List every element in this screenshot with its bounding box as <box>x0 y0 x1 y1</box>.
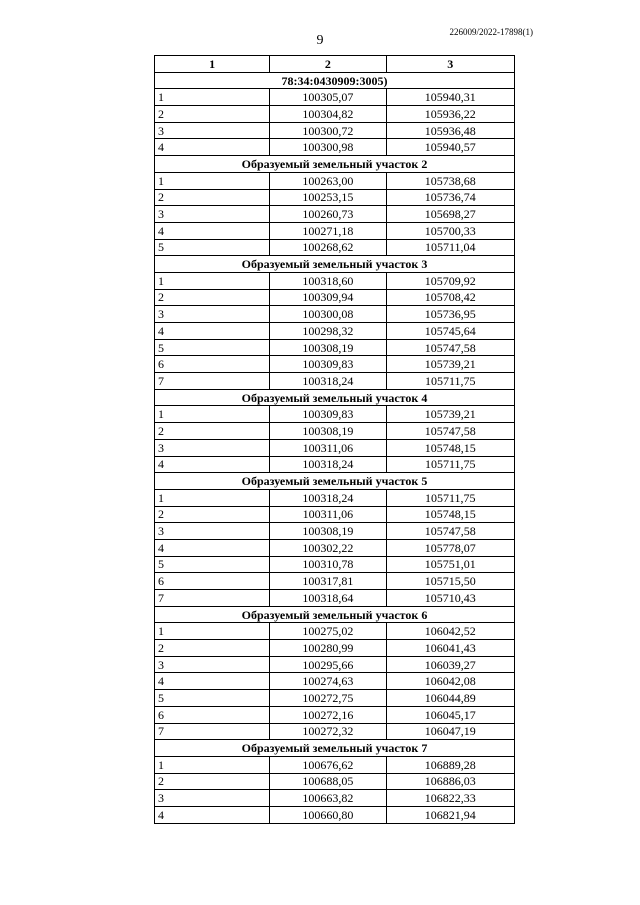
x-coordinate-cell: 100260,73 <box>270 206 386 223</box>
y-coordinate-cell: 105711,75 <box>386 456 514 473</box>
y-coordinate-cell: 106039,27 <box>386 656 514 673</box>
x-coordinate-cell: 100309,94 <box>270 289 386 306</box>
point-number-cell: 5 <box>155 339 270 356</box>
table-row <box>155 306 515 323</box>
point-number-cell: 5 <box>155 239 270 256</box>
x-coordinate-cell: 100308,19 <box>270 523 386 540</box>
x-coordinate-cell: 100302,22 <box>270 539 386 556</box>
section-title-row <box>155 72 515 89</box>
section-title: Образуемый земельный участок 6 <box>155 606 515 623</box>
x-coordinate-cell: 100263,00 <box>270 172 386 189</box>
point-number-cell: 4 <box>155 456 270 473</box>
section-title: Образуемый земельный участок 5 <box>155 473 515 490</box>
table-row <box>155 489 515 506</box>
table-row <box>155 790 515 807</box>
y-coordinate-cell: 105709,92 <box>386 272 514 289</box>
page-number: 9 <box>316 33 324 48</box>
x-coordinate-cell: 100660,80 <box>270 806 386 823</box>
table-row <box>155 623 515 640</box>
point-number-cell: 3 <box>155 790 270 807</box>
table-row <box>155 656 515 673</box>
x-coordinate-cell: 100304,82 <box>270 106 386 123</box>
y-coordinate-cell: 105748,15 <box>386 506 514 523</box>
point-number-cell: 4 <box>155 806 270 823</box>
x-coordinate-cell: 100311,06 <box>270 506 386 523</box>
point-number-cell: 3 <box>155 523 270 540</box>
y-coordinate-cell: 106822,33 <box>386 790 514 807</box>
y-coordinate-cell: 106047,19 <box>386 723 514 740</box>
point-number-cell: 7 <box>155 590 270 607</box>
point-number-cell: 1 <box>155 489 270 506</box>
table-row <box>155 539 515 556</box>
table-row <box>155 189 515 206</box>
y-coordinate-cell: 105698,27 <box>386 206 514 223</box>
point-number-cell: 2 <box>155 106 270 123</box>
y-coordinate-cell: 105747,58 <box>386 339 514 356</box>
table-row <box>155 773 515 790</box>
point-number-cell: 2 <box>155 289 270 306</box>
table-row <box>155 806 515 823</box>
section-title-row <box>155 740 515 757</box>
table-row <box>155 139 515 156</box>
y-coordinate-cell: 105738,68 <box>386 172 514 189</box>
y-coordinate-cell: 106042,08 <box>386 673 514 690</box>
point-number-cell: 7 <box>155 373 270 390</box>
y-coordinate-cell: 105715,50 <box>386 573 514 590</box>
table-row <box>155 573 515 590</box>
x-coordinate-cell: 100271,18 <box>270 222 386 239</box>
point-number-cell: 3 <box>155 656 270 673</box>
table-row <box>155 506 515 523</box>
point-number-cell: 3 <box>155 206 270 223</box>
table-row <box>155 222 515 239</box>
point-number-cell: 4 <box>155 222 270 239</box>
x-coordinate-cell: 100318,64 <box>270 590 386 607</box>
y-coordinate-cell: 105708,42 <box>386 289 514 306</box>
point-number-cell: 4 <box>155 323 270 340</box>
y-coordinate-cell: 106821,94 <box>386 806 514 823</box>
point-number-cell: 5 <box>155 556 270 573</box>
x-coordinate-cell: 100274,63 <box>270 673 386 690</box>
y-coordinate-cell: 105711,75 <box>386 373 514 390</box>
table-row <box>155 690 515 707</box>
table-row <box>155 272 515 289</box>
point-number-cell: 1 <box>155 89 270 106</box>
table-row <box>155 89 515 106</box>
column-header-1: 1 <box>155 56 270 73</box>
table-row <box>155 673 515 690</box>
point-number-cell: 2 <box>155 506 270 523</box>
x-coordinate-cell: 100318,24 <box>270 489 386 506</box>
table-row <box>155 106 515 123</box>
column-header-2: 2 <box>270 56 386 73</box>
x-coordinate-cell: 100300,98 <box>270 139 386 156</box>
point-number-cell: 1 <box>155 756 270 773</box>
x-coordinate-cell: 100309,83 <box>270 356 386 373</box>
x-coordinate-cell: 100311,06 <box>270 439 386 456</box>
y-coordinate-cell: 106044,89 <box>386 690 514 707</box>
x-coordinate-cell: 100280,99 <box>270 640 386 657</box>
table-row <box>155 206 515 223</box>
document-number: 226009/2022-17898(1) <box>449 27 533 37</box>
y-coordinate-cell: 105940,57 <box>386 139 514 156</box>
point-number-cell: 1 <box>155 272 270 289</box>
point-number-cell: 4 <box>155 673 270 690</box>
table-row <box>155 456 515 473</box>
point-number-cell: 1 <box>155 406 270 423</box>
point-number-cell: 2 <box>155 640 270 657</box>
table-row <box>155 289 515 306</box>
table-row <box>155 556 515 573</box>
point-number-cell: 2 <box>155 423 270 440</box>
x-coordinate-cell: 100272,32 <box>270 723 386 740</box>
column-header-3: 3 <box>386 56 514 73</box>
y-coordinate-cell: 105747,58 <box>386 523 514 540</box>
point-number-cell: 7 <box>155 723 270 740</box>
table-row <box>155 423 515 440</box>
table-row <box>155 373 515 390</box>
x-coordinate-cell: 100318,24 <box>270 456 386 473</box>
point-number-cell: 4 <box>155 139 270 156</box>
y-coordinate-cell: 105711,75 <box>386 489 514 506</box>
x-coordinate-cell: 100295,66 <box>270 656 386 673</box>
y-coordinate-cell: 106042,52 <box>386 623 514 640</box>
section-title-row <box>155 473 515 490</box>
x-coordinate-cell: 100663,82 <box>270 790 386 807</box>
table-row <box>155 523 515 540</box>
table-row <box>155 640 515 657</box>
x-coordinate-cell: 100300,72 <box>270 122 386 139</box>
y-coordinate-cell: 105700,33 <box>386 222 514 239</box>
table-row <box>155 706 515 723</box>
section-title-row <box>155 389 515 406</box>
x-coordinate-cell: 100300,08 <box>270 306 386 323</box>
x-coordinate-cell: 100308,19 <box>270 423 386 440</box>
section-title: Образуемый земельный участок 3 <box>155 256 515 273</box>
y-coordinate-cell: 105936,22 <box>386 106 514 123</box>
coordinates-table <box>154 55 515 824</box>
x-coordinate-cell: 100272,16 <box>270 706 386 723</box>
table-row <box>155 406 515 423</box>
x-coordinate-cell: 100253,15 <box>270 189 386 206</box>
x-coordinate-cell: 100318,24 <box>270 373 386 390</box>
x-coordinate-cell: 100298,32 <box>270 323 386 340</box>
point-number-cell: 3 <box>155 306 270 323</box>
y-coordinate-cell: 105778,07 <box>386 539 514 556</box>
table-row <box>155 239 515 256</box>
section-title-row <box>155 256 515 273</box>
x-coordinate-cell: 100676,62 <box>270 756 386 773</box>
point-number-cell: 2 <box>155 189 270 206</box>
section-title: Образуемый земельный участок 4 <box>155 389 515 406</box>
point-number-cell: 6 <box>155 356 270 373</box>
point-number-cell: 6 <box>155 573 270 590</box>
section-title-row <box>155 606 515 623</box>
x-coordinate-cell: 100309,83 <box>270 406 386 423</box>
y-coordinate-cell: 105751,01 <box>386 556 514 573</box>
y-coordinate-cell: 106041,43 <box>386 640 514 657</box>
y-coordinate-cell: 105748,15 <box>386 439 514 456</box>
y-coordinate-cell: 105710,43 <box>386 590 514 607</box>
y-coordinate-cell: 105940,31 <box>386 89 514 106</box>
x-coordinate-cell: 100268,62 <box>270 239 386 256</box>
point-number-cell: 5 <box>155 690 270 707</box>
y-coordinate-cell: 105936,48 <box>386 122 514 139</box>
y-coordinate-cell: 105747,58 <box>386 423 514 440</box>
table-row <box>155 590 515 607</box>
y-coordinate-cell: 106045,17 <box>386 706 514 723</box>
coordinates-table-body <box>155 56 515 824</box>
x-coordinate-cell: 100272,75 <box>270 690 386 707</box>
table-row <box>155 723 515 740</box>
table-row <box>155 323 515 340</box>
y-coordinate-cell: 105739,21 <box>386 356 514 373</box>
table-header-row <box>155 56 515 73</box>
section-title: Образуемый земельный участок 2 <box>155 156 515 173</box>
point-number-cell: 4 <box>155 539 270 556</box>
table-row <box>155 356 515 373</box>
point-number-cell: 1 <box>155 172 270 189</box>
y-coordinate-cell: 105736,95 <box>386 306 514 323</box>
y-coordinate-cell: 105739,21 <box>386 406 514 423</box>
section-title-row <box>155 156 515 173</box>
table-row <box>155 122 515 139</box>
y-coordinate-cell: 106889,28 <box>386 756 514 773</box>
y-coordinate-cell: 105736,74 <box>386 189 514 206</box>
x-coordinate-cell: 100308,19 <box>270 339 386 356</box>
point-number-cell: 3 <box>155 122 270 139</box>
x-coordinate-cell: 100305,07 <box>270 89 386 106</box>
x-coordinate-cell: 100317,81 <box>270 573 386 590</box>
y-coordinate-cell: 105711,04 <box>386 239 514 256</box>
table-row <box>155 439 515 456</box>
point-number-cell: 6 <box>155 706 270 723</box>
x-coordinate-cell: 100688,05 <box>270 773 386 790</box>
point-number-cell: 2 <box>155 773 270 790</box>
section-title: 78:34:0430909:3005) <box>155 72 515 89</box>
section-title: Образуемый земельный участок 7 <box>155 740 515 757</box>
table-row <box>155 172 515 189</box>
point-number-cell: 3 <box>155 439 270 456</box>
x-coordinate-cell: 100310,78 <box>270 556 386 573</box>
x-coordinate-cell: 100318,60 <box>270 272 386 289</box>
y-coordinate-cell: 105745,64 <box>386 323 514 340</box>
point-number-cell: 1 <box>155 623 270 640</box>
table-row <box>155 756 515 773</box>
table-row <box>155 339 515 356</box>
x-coordinate-cell: 100275,02 <box>270 623 386 640</box>
y-coordinate-cell: 106886,03 <box>386 773 514 790</box>
